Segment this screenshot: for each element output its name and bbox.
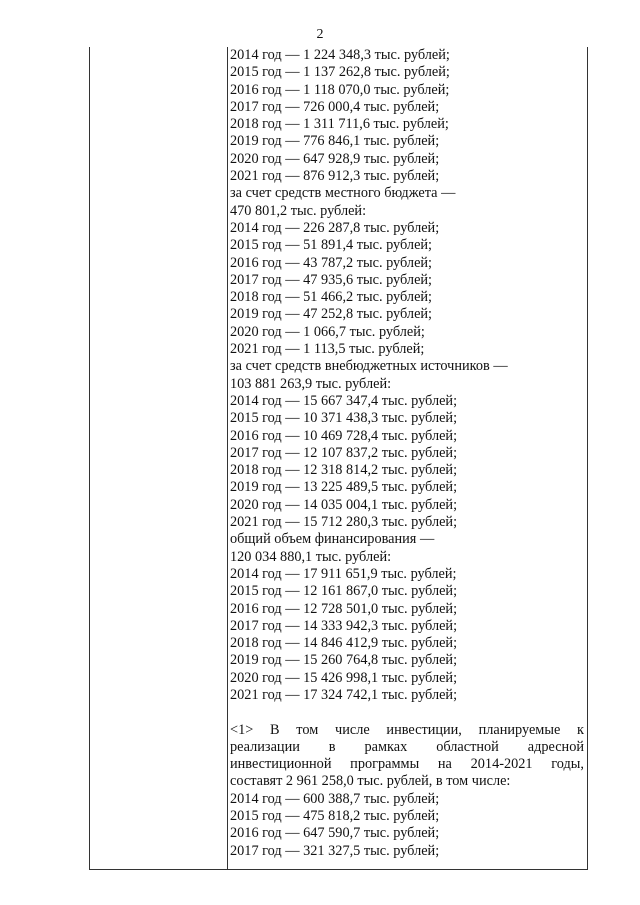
text-line: 2018 год — 12 318 814,2 тыс. рублей; (230, 462, 458, 479)
text-line: 2018 год — 51 466,2 тыс. рублей; (230, 289, 433, 306)
text-line: за счет средств местного бюджета — (230, 185, 456, 202)
text-line: 2014 год — 600 388,7 тыс. рублей; (230, 790, 440, 807)
text-line: 2017 год — 12 107 837,2 тыс. рублей; (230, 444, 458, 461)
text-line: 2014 год — 226 287,8 тыс. рублей; (230, 219, 440, 236)
text-line: общий объем финансирования — (230, 531, 435, 548)
text-line: 2021 год — 876 912,3 тыс. рублей; (230, 168, 440, 185)
text-line: 2016 год — 43 787,2 тыс. рублей; (230, 254, 433, 271)
column-divider (227, 47, 228, 870)
text-line: инвестиционной программы на 2014-2021 годы, (230, 756, 584, 773)
text-line: 2021 год — 15 712 280,3 тыс. рублей; (230, 514, 458, 531)
text-line: 2021 год — 17 324 742,1 тыс. рублей; (230, 686, 458, 703)
text-line: 2016 год — 1 118 070,0 тыс. рублей; (230, 81, 450, 98)
text-line: составят 2 961 258,0 тыс. рублей, в том числе: (230, 773, 511, 790)
text-line: 2016 год — 10 469 728,4 тыс. рублей; (230, 427, 458, 444)
text-line: 2020 год — 1 066,7 тыс. рублей; (230, 323, 425, 340)
text-line: 2015 год — 51 891,4 тыс. рублей; (230, 237, 433, 254)
text-line: 103 881 263,9 тыс. рублей: (230, 375, 392, 392)
text-line: 2015 год — 475 818,2 тыс. рублей; (230, 808, 440, 825)
text-line: 2019 год — 13 225 489,5 тыс. рублей; (230, 479, 458, 496)
text-line: 2020 год — 647 928,9 тыс. рублей; (230, 150, 440, 167)
funding-lines (230, 47, 584, 704)
text-line: 2014 год — 1 224 348,3 тыс. рублей; (230, 47, 450, 63)
text-line: 2016 год — 12 728 501,0 тыс. рублей; (230, 600, 458, 617)
text-line: 2021 год — 1 113,5 тыс. рублей; (230, 341, 425, 358)
text-line: 2017 год — 47 935,6 тыс. рублей; (230, 271, 433, 288)
text-line: 2020 год — 14 035 004,1 тыс. рублей; (230, 496, 458, 513)
page-number: 2 (316, 27, 324, 42)
text-line: реализации в рамках областной адресной (230, 738, 584, 755)
text-line: 2015 год — 1 137 262,8 тыс. рублей; (230, 64, 450, 81)
text-line: 2017 год — 726 000,4 тыс. рублей; (230, 98, 440, 115)
text-line: <1> В том числе инвестиции, планируемые к (230, 721, 584, 738)
text-line: 2014 год — 15 667 347,4 тыс. рублей; (230, 392, 458, 409)
text-line: 2017 год — 14 333 942,3 тыс. рублей; (230, 617, 458, 634)
text-line: за счет средств внебюджетных источников — (230, 358, 508, 375)
footnote-lines (230, 773, 584, 859)
text-line: 2020 год — 15 426 998,1 тыс. рублей; (230, 669, 458, 686)
text-line: 2019 год — 15 260 764,8 тыс. рублей; (230, 652, 458, 669)
text-line: 2015 год — 12 161 867,0 тыс. рублей; (230, 583, 458, 600)
text-line: 470 801,2 тыс. рублей: (230, 202, 367, 219)
text-line: 2019 год — 776 846,1 тыс. рублей; (230, 133, 440, 150)
blank-line (230, 704, 584, 721)
text-line: 2018 год — 1 311 711,6 тыс. рублей; (230, 116, 449, 133)
text-line: 2016 год — 647 590,7 тыс. рублей; (230, 825, 440, 842)
funding-text-cell (230, 47, 584, 860)
text-line: 2014 год — 17 911 651,9 тыс. рублей; (230, 565, 457, 582)
footnote-investments (230, 722, 584, 774)
text-line: 2018 год — 14 846 412,9 тыс. рублей; (230, 635, 458, 652)
text-line: 2017 год — 321 327,5 тыс. рублей; (230, 842, 440, 859)
text-line: 2019 год — 47 252,8 тыс. рублей; (230, 306, 433, 323)
text-line: 2015 год — 10 371 438,3 тыс. рублей; (230, 410, 458, 427)
text-line: 120 034 880,1 тыс. рублей: (230, 548, 392, 565)
